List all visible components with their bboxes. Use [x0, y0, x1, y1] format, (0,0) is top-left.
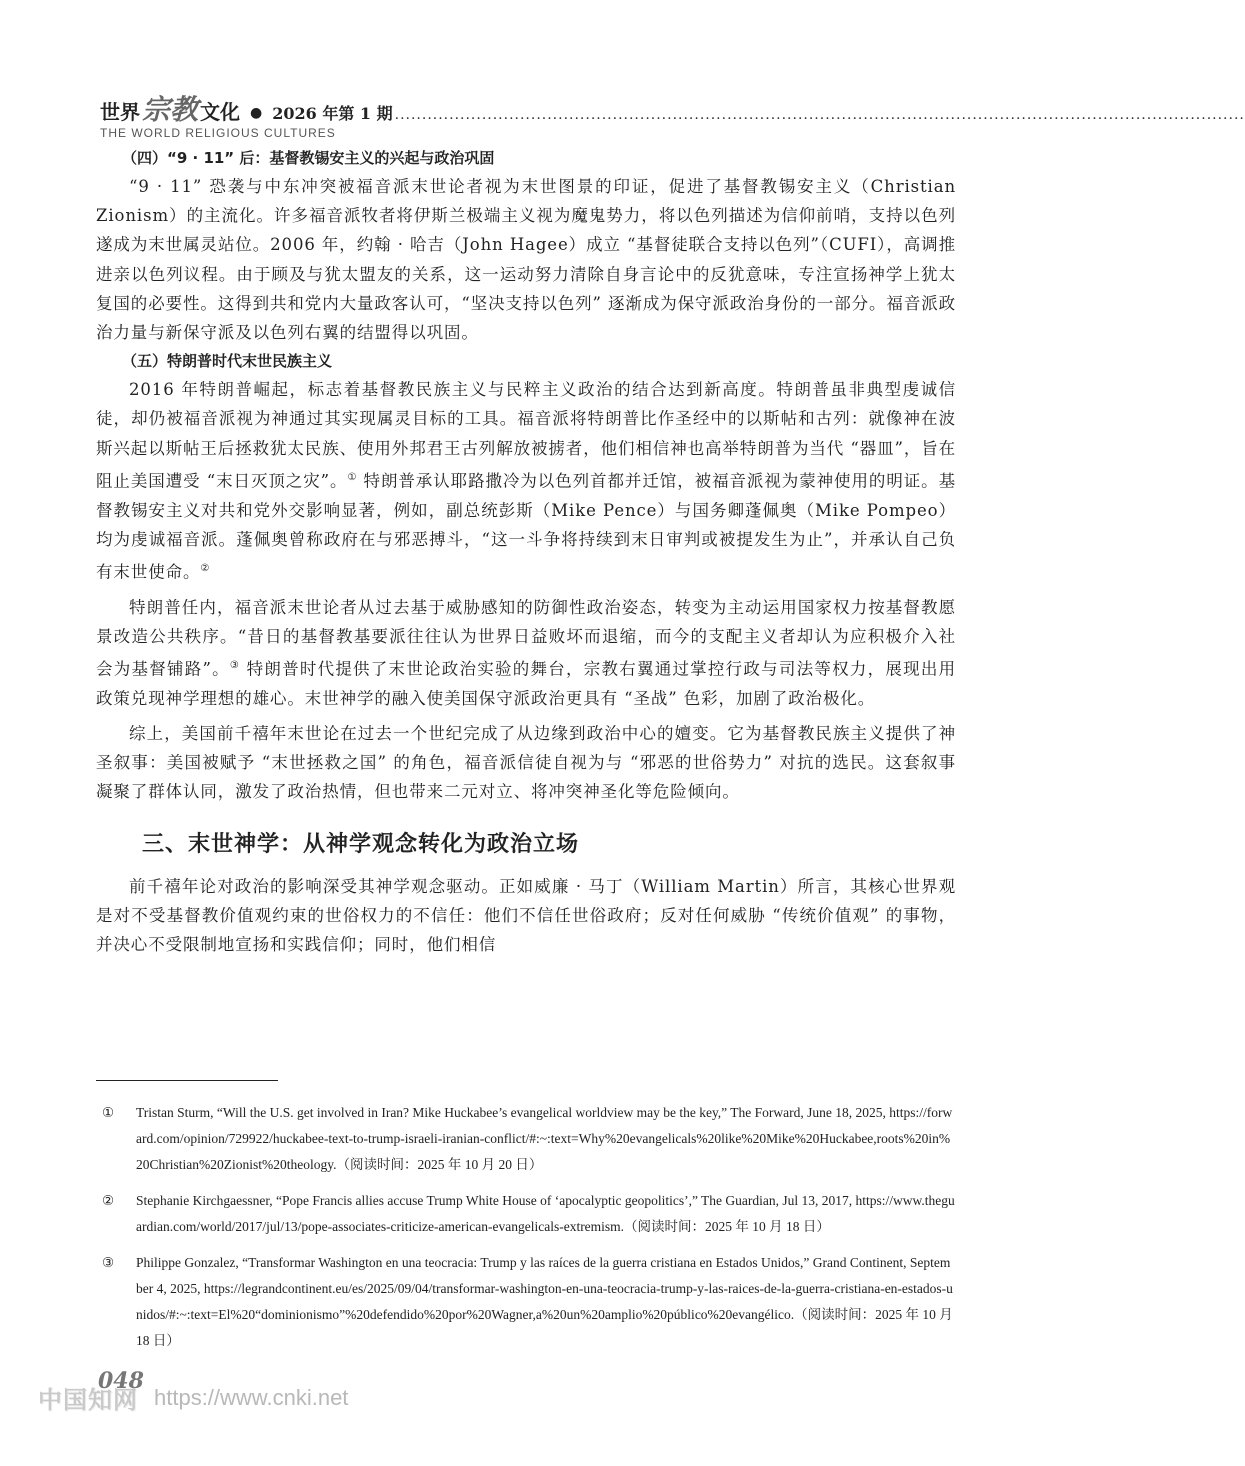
footnote-mark: ②: [102, 1193, 115, 1208]
leader-dots: ............................................................................................................................................................: [394, 107, 1245, 123]
issue-label: 2026 年第 1 期: [272, 104, 393, 123]
section-title: 三、末世神学：从神学观念转化为政治立场: [142, 831, 580, 857]
footnote-mark: ①: [102, 1105, 115, 1120]
footnote: [96, 1188, 956, 1240]
footnote-text: Philippe Gonzalez, “Transformar Washington en una teocracia: Trump y las raíces de la guerra cristiana en Estados Unidos,” Grand Continent, September 4, 2025, https://legrandcontinent.eu/es/2025/09/04/transformar-washington-en-una-teocracia-trump-y-las-raices-de-la-guerra-cristiana-en-estados-unidos/#:~:text=El%20“dominionismo”%20defendido%20por%20Wagner,a%20un%20amplio%20público%20evangélico.（阅读时间：2025 年 10 月 18 日）: [136, 1255, 953, 1348]
paragraph-3-part-a: 特朗普任内，福音派末世论者从过去基于威胁感知的防御性政治姿态，转变为主动运用国家权力按基督教愿景改造公共秩序。“昔日的基督教基要派往往认为世界日益败坏而退缩，而今的支配主义者却认为应积极介入社会为基督铺路”。: [96, 597, 956, 679]
page-number: 048: [98, 1368, 144, 1394]
footnote-text: Tristan Sturm, “Will the U.S. get involved in Iran? Mike Huckabee’s evangelical worldview may be the key,” The Forward, June 18, 2025, https://forward.com/opinion/729922/huckabee-text-to-trump-israeli-iranian-conflict/#:~:text=Why%20evangelicals%20like%20Mike%20Huckabee,roots%20in%20Christian%20Zionist%20theology.（阅读时间：2025 年 10 月 20 日）: [136, 1105, 953, 1172]
paragraph-2-part-b: 特朗普承认耶路撒冷为以色列首都并迁馆，被福音派视为蒙神使用的明证。基督教锡安主义对共和党外交影响显著，例如，副总统彭斯（Mike Pence）与国务卿蓬佩奥（Mike Pompeo）均为虔诚福音派。蓬佩奥曾称政府在与邪恶搏斗，“这一斗争将持续到末日审判或被提发生为止”，并承认自己负有末世使命。: [96, 471, 957, 582]
paragraph-4: 综上，美国前千禧年末世论在过去一个世纪完成了从边缘到政治中心的嬗变。它为基督教民族主义提供了神圣叙事：美国被赋予 “末世拯救之国” 的角色，福音派信徒自视为与 “邪恶的世俗势力” 对抗的选民。这套叙事凝聚了群体认同，激发了政治热情，但也带来二元对立、将冲突神圣化等危险倾向。: [96, 723, 956, 802]
footnote-ref-1[interactable]: ①: [347, 471, 358, 483]
cnki-watermark: [38, 1380, 348, 1415]
cnki-url[interactable]: https://www.cnki.net: [154, 1384, 349, 1410]
footnote: [96, 1250, 956, 1354]
brand-pre: 世界: [100, 100, 140, 124]
paragraph-3: [96, 593, 956, 713]
running-header: [100, 88, 1245, 140]
footnote-ref-2[interactable]: ②: [200, 562, 211, 574]
brand-calligraphy: 宗教: [142, 93, 199, 126]
cnki-logo: 中国知网: [38, 1386, 138, 1414]
paragraph-5: 前千禧年论对政治的影响深受其神学观念驱动。正如威廉 · 马丁（William Martin）所言，其核心世界观是对不受基督教价值观约束的世俗权力的不信任：他们不信任世俗政府；反对任何威胁 “传统价值观” 的事物，并决心不受限制地宣扬和实践信仰；同时，他们相信: [96, 876, 956, 954]
footnote-ref-3[interactable]: ③: [229, 660, 241, 672]
footnote-text: Stephanie Kirchgaessner, “Pope Francis allies accuse Trump White House of ‘apocalyptic geopolitics’,” The Guardian, Jul 13, 2017, https://www.theguardian.com/world/2017/jul/13/pope-associates-criticize-american-evangelicals-extremism.（阅读时间：2025 年 10 月 18 日）: [136, 1193, 955, 1234]
paragraph-1: “9 · 11” 恐袭与中东冲突被福音派末世论者视为末世图景的印证，促进了基督教锡安主义（Christian Zionism）的主流化。许多福音派牧者将伊斯兰极端主义视为魔鬼势力，将以色列描述为信仰前哨，支持以色列遂成为末世属灵站位。2006 年，约翰 · 哈吉（John Hagee）成立 “基督徒联合支持以色列”（CUFI），高调推进亲以色列议程。由于顾及与犹太盟友的关系，这一运动努力清除自身言论中的反犹意味，专注宣扬神学上犹太复国的必要性。这得到共和党内大量政客认可，“坚决支持以色列” 逐渐成为保守派政治身份的一部分。福音派政治力量与新保守派及以色列右翼的结盟得以巩固。: [96, 177, 957, 343]
footnotes: [96, 1100, 956, 1364]
paragraph-2-part-a: 2016 年特朗普崛起，标志着基督教民族主义与民粹主义政治的结合达到新高度。特朗普虽非典型虔诚信徒，却仍被福音派视为神通过其实现属灵目标的工具。福音派将特朗普比作圣经中的以斯帖和古列：就像神在波斯兴起以斯帖王后拯救犹太民族、使用外邦君王古列解放被掳者，他们相信神也高举特朗普为当代 “器皿”，旨在阻止美国遭受 “末日灭顶之灾”。: [96, 380, 957, 491]
footnote: [96, 1100, 956, 1178]
subhead-four: （四）“9 · 11” 后：基督教锡安主义的兴起与政治巩固: [122, 149, 495, 167]
paragraph-2: [96, 375, 956, 586]
journal-brand: [100, 88, 240, 128]
footnote-separator: [96, 1080, 278, 1081]
journal-english-title: THE WORLD RELIGIOUS CULTURES: [100, 126, 336, 140]
subhead-five: （五）特朗普时代末世民族主义: [122, 352, 333, 371]
footnote-mark: ③: [102, 1255, 115, 1270]
paragraph-3-part-b: 特朗普时代提供了末世论政治实验的舞台，宗教右翼通过掌控行政与司法等权力，展现出用政策兑现神学理想的雄心。末世神学的融入使美国保守派政治更具有 “圣战” 色彩，加剧了政治极化。: [96, 659, 956, 708]
bullet-dot: ●: [250, 105, 263, 121]
header-line: [100, 88, 1245, 128]
brand-post: 文化: [200, 100, 241, 124]
article-body: [96, 144, 956, 959]
